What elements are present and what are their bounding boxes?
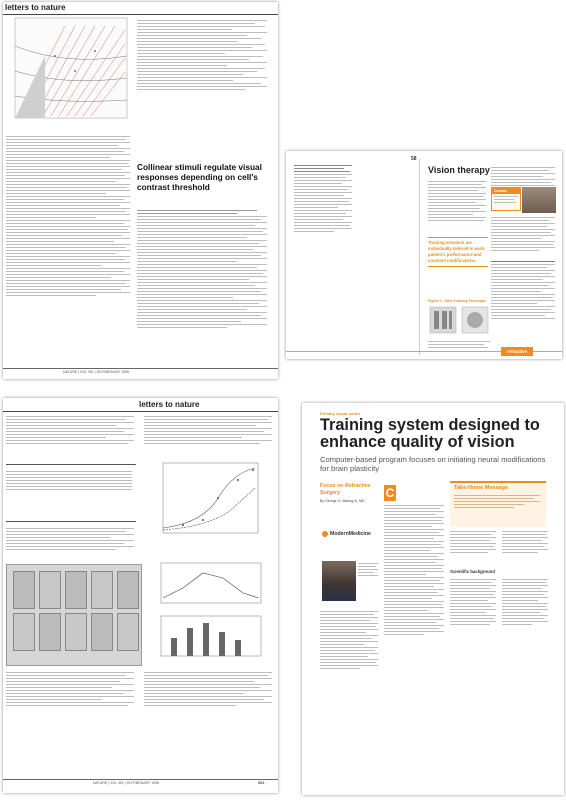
takehome-box (450, 481, 546, 527)
article-title: Collinear stimuli regulate visual responses depending on cell's contrast threshold (137, 162, 262, 192)
figure-line-plot (5, 16, 130, 130)
page-vision-therapy (286, 151, 562, 359)
body-column-left (320, 609, 380, 671)
body-column-right (450, 577, 550, 627)
training-figure (428, 305, 490, 337)
references-column-top (137, 18, 273, 92)
left-column-divider (419, 159, 420, 355)
page-nature-letters-2 (3, 398, 278, 793)
article-title-block (137, 162, 273, 192)
page-header: letters to nature (5, 3, 66, 12)
pull-quote: Training sessions are individually tailored to each patient's performance and constant modifications. (428, 237, 488, 267)
author-bio (358, 561, 380, 578)
page-number: 581 (258, 780, 265, 785)
page-training-system (302, 403, 564, 795)
data-table (6, 464, 136, 522)
contact-box-label: Contact (492, 188, 520, 194)
page-header: letters to nature (139, 400, 200, 409)
footer-journal: NATURE | VOL 391 | 26 FEBRUARY 1998 (93, 781, 160, 785)
subheading: Scientific background (450, 569, 495, 574)
header-rule (3, 14, 278, 15)
takehome-title: Take-Home Message (454, 485, 509, 491)
portrait-photo (522, 187, 556, 213)
modern-medicine-logo (322, 529, 378, 539)
section-text-right (491, 165, 557, 188)
footer-rule (3, 779, 278, 780)
left-column-text (294, 163, 354, 234)
contact-box (491, 187, 521, 211)
author-byline: By George O. Waring III, MD (320, 499, 365, 503)
logo-mark-icon (322, 531, 328, 537)
brand-bar (501, 347, 533, 356)
figure-bar-plots (143, 558, 275, 668)
body-text-right (137, 208, 273, 330)
body-text-top (6, 414, 276, 446)
footer-journal: NATURE | VOL 391 | 26 FEBRUARY 1998 (63, 370, 130, 374)
section-text-right-2 (491, 215, 557, 253)
caption-bottom (6, 670, 276, 708)
body-text-left (6, 134, 132, 298)
focus-heading: Focus on Refractive Surgery (320, 483, 371, 496)
article-subtitle: Computer-based program focuses on initiating neural modifications for brain plasticity (320, 455, 546, 473)
drop-cap: C (385, 486, 395, 500)
figure-caption-title: Figure 1. Joint Training Technique (428, 299, 487, 303)
figure-response-plot (143, 458, 275, 548)
page-number: 58 (411, 156, 417, 162)
footer-rule (3, 368, 278, 369)
stimulus-figure (6, 564, 142, 666)
body-column-middle (384, 503, 446, 637)
section-title: Vision therapy (428, 165, 490, 175)
author-photo (322, 561, 356, 601)
section-text-left (428, 179, 488, 223)
section-label: Primary visual cortex (320, 411, 361, 416)
logo-text: ModernMedicine (330, 531, 371, 537)
brand-label: refractive (506, 349, 528, 354)
body-column-right-top (450, 529, 550, 555)
header-rule (3, 411, 278, 412)
caption-left (6, 526, 136, 552)
figure-caption-text (428, 339, 492, 350)
right-column-lower (491, 259, 557, 321)
page-nature-letters-1 (3, 2, 278, 379)
article-title: Training system designed to enhance quality of vision (320, 416, 540, 451)
